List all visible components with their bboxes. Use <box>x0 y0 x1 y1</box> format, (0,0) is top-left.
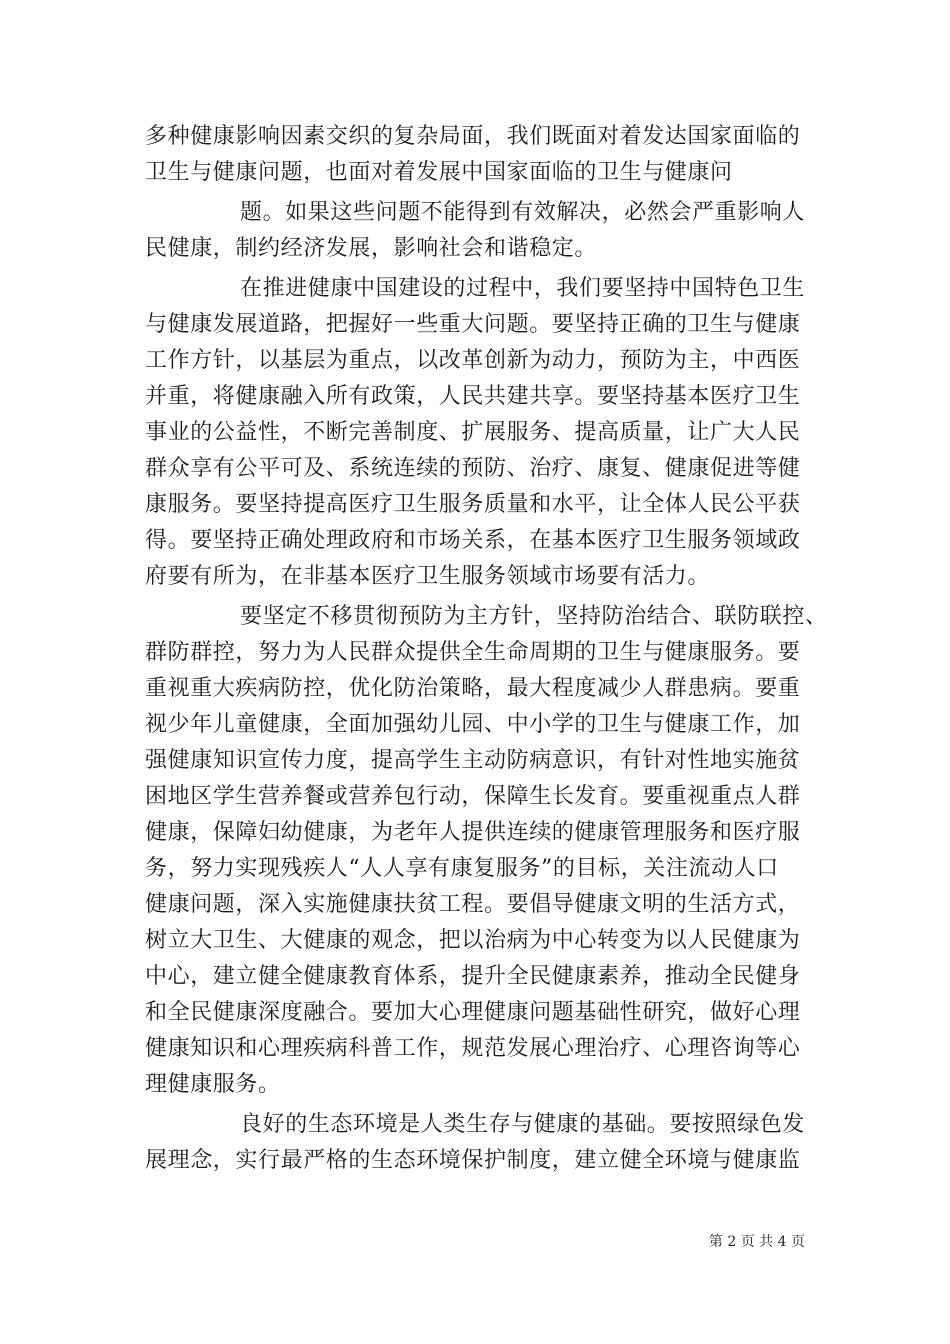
page-number: 第 2 页 共 4 页 <box>708 1234 805 1250</box>
text-line: 工作方针，以基层为重点，以改革创新为动力，预防为主，中西医 <box>145 348 801 373</box>
paragraph-start: 在推进健康中国建设的过程中，我们要坚持中国特色卫生 <box>240 276 806 301</box>
text-line: 重视重大疾病防控，优化防治策略，最大程度减少人群患病。要重 <box>145 676 801 701</box>
paragraph-start: 良好的生态环境是人类生存与健康的基础。要按照绿色发 <box>240 1112 806 1137</box>
text-line: 困地区学生营养餐或营养包行动，保障生长发育。要重视重点人群 <box>145 784 801 809</box>
text-line: 得。要坚持正确处理政府和市场关系，在基本医疗卫生服务领域政 <box>145 528 801 553</box>
text-line: 多种健康影响因素交织的复杂局面，我们既面对着发达国家面临的 <box>145 124 801 149</box>
text-line: 务，努力实现残疾人“人人享有康复服务”的目标，关注流动人口 <box>145 856 779 881</box>
text-line: 强健康知识宣传力度，提高学生主动防病意识，有针对性地实施贫 <box>145 748 801 773</box>
text-line: 视少年儿童健康，全面加强幼儿园、中小学的卫生与健康工作，加 <box>145 712 801 737</box>
text-line: 健康知识和心理疾病科普工作，规范发展心理治疗、心理咨询等心 <box>145 1036 801 1061</box>
text-line: 与健康发展道路，把握好一些重大问题。要坚持正确的卫生与健康 <box>145 312 801 337</box>
text-line: 健康，保障妇幼健康，为老年人提供连续的健康管理服务和医疗服 <box>145 820 801 845</box>
paragraph-start: 要坚定不移贯彻预防为主方针，坚持防治结合、联防联控、 <box>240 604 828 629</box>
text-line: 展理念，实行最严格的生态环境保护制度，建立健全环境与健康监 <box>145 1148 801 1173</box>
text-line: 群众享有公平可及、系统连续的预防、治疗、康复、健康促进等健 <box>145 456 801 481</box>
text-line: 树立大卫生、大健康的观念，把以治病为中心转变为以人民健康为 <box>145 928 801 953</box>
text-line: 理健康服务。 <box>145 1072 281 1097</box>
text-line: 和全民健康深度融合。要加大心理健康问题基础性研究，做好心理 <box>145 1000 801 1025</box>
text-line: 卫生与健康问题，也面对着发展中国家面临的卫生与健康问 <box>145 160 733 185</box>
text-line: 健康问题，深入实施健康扶贫工程。要倡导健康文明的生活方式， <box>145 892 801 917</box>
text-line: 群防群控，努力为人民群众提供全生命周期的卫生与健康服务。要 <box>145 640 801 665</box>
text-line: 题。如果这些问题不能得到有效解决，必然会严重影响人 <box>240 200 806 225</box>
text-line: 事业的公益性，不断完善制度、扩展服务、提高质量，让广大人民 <box>145 420 801 445</box>
text-line: 中心，建立健全健康教育体系，提升全民健康素养，推动全民健身 <box>145 964 801 989</box>
text-line: 民健康，制约经济发展，影响社会和谐稳定。 <box>145 236 598 261</box>
text-line: 并重，将健康融入所有政策，人民共建共享。要坚持基本医疗卫生 <box>145 384 801 409</box>
text-line: 康服务。要坚持提高医疗卫生服务质量和水平，让全体人民公平获 <box>145 492 801 517</box>
text-line: 府要有所为，在非基本医疗卫生服务领域市场要有活力。 <box>145 564 711 589</box>
